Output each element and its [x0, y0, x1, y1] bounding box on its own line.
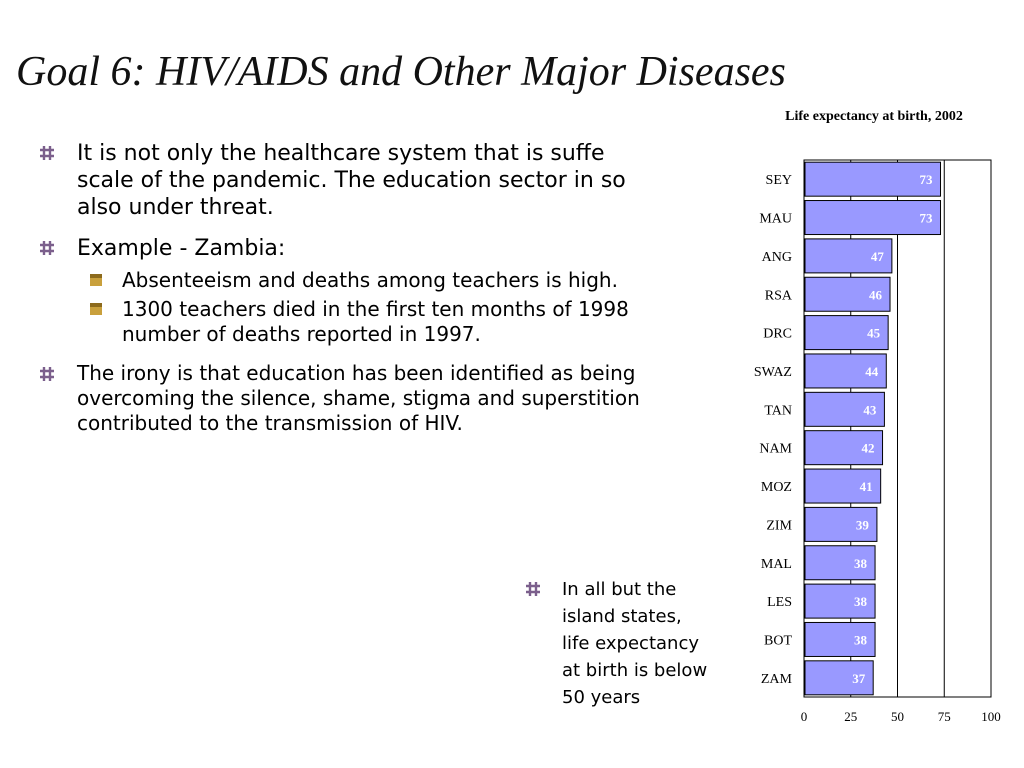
bar-value-label: 47 — [870, 248, 884, 264]
bullet-icon — [40, 146, 54, 160]
category-label: ZAM — [760, 671, 792, 687]
bar-value-label: 37 — [852, 670, 866, 686]
bullet-3-line-2: overcoming the silence, shame, stigma and superstition — [77, 386, 640, 410]
category-label: LES — [767, 595, 792, 611]
note-line-4: at birth is below — [562, 660, 708, 681]
sub-bullet-2-line-1: 1300 teachers died in the first ten months of 1998 — [122, 297, 629, 321]
x-tick-label: 0 — [800, 709, 808, 724]
note-text — [562, 576, 752, 711]
category-label: ZIM — [766, 518, 792, 534]
sub-bullet-1 — [40, 268, 740, 293]
bullet-list — [40, 140, 740, 470]
sub-bullet-icon — [90, 274, 102, 286]
chart-bars — [805, 162, 941, 695]
bar-value-label: 46 — [869, 287, 883, 303]
x-tick-label: 50 — [891, 709, 904, 724]
category-label: MAL — [760, 556, 792, 572]
chart-category-labels — [754, 173, 793, 687]
x-tick-label: 75 — [937, 709, 951, 724]
bar-value-label: 45 — [867, 325, 881, 341]
category-label: TAN — [764, 403, 792, 419]
category-label: MOZ — [760, 480, 792, 496]
bar-value-label: 41 — [859, 479, 873, 495]
note-line-3: life expectancy — [562, 633, 699, 654]
note-line-5: 50 years — [562, 687, 641, 708]
category-label: SWAZ — [753, 364, 792, 380]
category-label: BOT — [764, 633, 792, 649]
note-line-2: island states, — [562, 606, 682, 627]
bar-value-label: 39 — [855, 517, 869, 533]
bullet-3 — [40, 361, 740, 436]
bar-value-label: 43 — [863, 402, 877, 418]
bullet-1 — [40, 140, 740, 221]
category-label: RSA — [764, 288, 792, 304]
category-label: SEY — [765, 173, 792, 189]
bullet-icon — [526, 582, 540, 596]
bullet-1-line-1: It is not only the healthcare system that is suffe — [77, 141, 605, 166]
bullet-1-line-2: scale of the pandemic. The education sector in so — [77, 168, 626, 193]
category-label: NAM — [759, 441, 792, 457]
bullet-2-line-1: Example - Zambia: — [77, 236, 286, 261]
chart-tick-labels — [801, 709, 1001, 724]
x-tick-label: 100 — [981, 709, 1001, 724]
sub-bullet-1-line-1: Absenteeism and deaths among teachers is high. — [122, 268, 618, 292]
bullet-icon — [40, 241, 54, 255]
sub-bullet-icon — [90, 303, 102, 315]
bullet-1-line-3: also under threat. — [77, 195, 274, 220]
category-label: MAU — [759, 211, 792, 227]
bar-value-label: 44 — [865, 363, 879, 379]
category-label: DRC — [763, 326, 792, 342]
sub-bullet-2-line-2: number of deaths reported in 1997. — [122, 322, 481, 346]
bar-value-label: 38 — [854, 555, 868, 571]
bar-value-label: 73 — [919, 210, 933, 226]
bullet-2 — [40, 235, 740, 262]
slide-title: Goal 6: HIV/AIDS and Other Major Diseases — [16, 49, 786, 95]
sub-bullet-2 — [40, 297, 740, 347]
note-line-1: In all but the — [562, 579, 677, 600]
chart-title: Life expectancy at birth, 2002 — [785, 109, 963, 124]
bar-value-label: 42 — [861, 440, 875, 456]
x-tick-label: 25 — [844, 709, 858, 724]
bar-value-label: 73 — [919, 172, 933, 188]
category-label: ANG — [761, 249, 792, 265]
bar-value-label: 38 — [854, 594, 868, 610]
bullet-3-line-3: contributed to the transmission of HIV. — [77, 411, 463, 435]
bullet-3-line-1: The irony is that education has been identified as being — [77, 361, 636, 385]
bullet-icon — [40, 367, 54, 381]
life-expectancy-chart — [740, 100, 1020, 740]
bar-value-label: 38 — [854, 632, 868, 648]
